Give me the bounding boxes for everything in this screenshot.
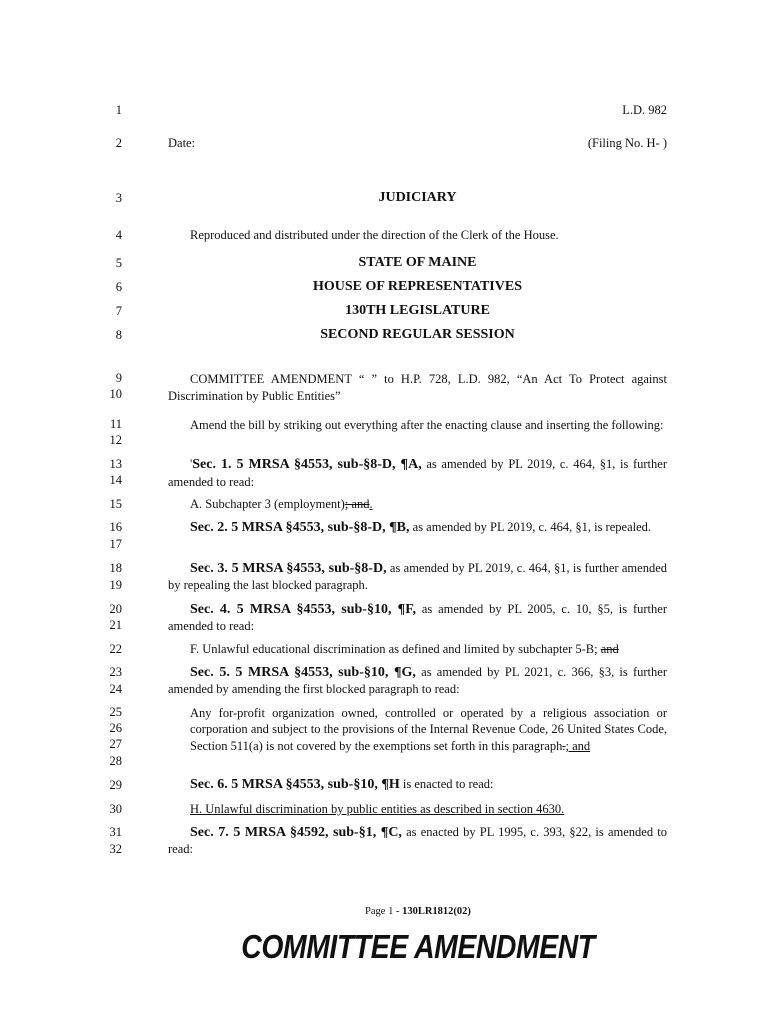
line-number: 29 — [109, 778, 122, 792]
line-number: 20 — [109, 602, 122, 616]
section-6-paragraph-h — [190, 802, 667, 817]
section-4 — [168, 601, 667, 635]
section-5-heading: Sec. 5. 5 MRSA §4553, sub-§10, ¶G, — [190, 665, 416, 680]
open-quote: ' — [190, 457, 193, 471]
line-number: 24 — [109, 682, 122, 696]
ld-number: L.D. 982 — [622, 103, 667, 117]
section-3-heading: Sec. 3. 5 MRSA §4553, sub-§8-D, — [190, 561, 387, 576]
line-number: 4 — [115, 228, 122, 242]
line-number: 23 — [109, 665, 122, 679]
reproduced-notice: Reproduced and distributed under the direction of the Clerk of the House. — [190, 228, 559, 242]
line-number: 7 — [115, 304, 122, 318]
committee-amendment-banner: COMMITTEE AMENDMENT — [241, 928, 595, 965]
line-number: 30 — [109, 802, 122, 816]
section-6 — [168, 777, 667, 793]
line-number: 5 — [115, 256, 122, 270]
line-number: 2 — [115, 136, 122, 150]
section-1-heading: Sec. 1. 5 MRSA §4553, sub-§8-D, ¶A, — [192, 457, 422, 472]
section-1 — [168, 456, 667, 490]
document-code: 130LR1812(02) — [402, 906, 471, 917]
line-number: 25 — [109, 705, 122, 719]
line-number: 17 — [109, 537, 122, 551]
line-number: 1 — [115, 103, 122, 117]
line-number: 22 — [109, 642, 122, 656]
section-7-text: as enacted by PL 1995, c. 393, §22, is amended to read: — [168, 825, 667, 856]
date-label: Date: — [168, 136, 196, 150]
filing-number: (Filing No. H- ) — [587, 136, 667, 150]
page-footer — [0, 906, 770, 917]
section-7-heading: Sec. 7. 5 MRSA §4592, sub-§1, ¶C, — [190, 825, 402, 840]
line-number: 3 — [115, 191, 122, 205]
struck-text: ; and — [344, 497, 370, 511]
line-number: 21 — [109, 618, 122, 632]
section-7 — [168, 824, 667, 858]
line-number: 6 — [115, 280, 122, 294]
line-number: 16 — [109, 520, 122, 534]
section-4-text: as amended by PL 2005, c. 10, §5, is further amended to read: — [168, 602, 667, 633]
section-2 — [168, 519, 667, 536]
inserted-text: ; and — [565, 738, 591, 753]
section-1-text: as amended by PL 2019, c. 464, §1, is further amended to read: — [168, 457, 667, 489]
line-number: 18 — [109, 561, 122, 575]
inserted-text: H. Unlawful discrimination by public entities as described in section 4630. — [190, 802, 565, 816]
committee-title: JUDICIARY — [378, 190, 457, 205]
line-number: 11 — [109, 417, 122, 431]
inserted-text: . — [369, 497, 373, 511]
section-3-text: as amended by PL 2019, c. 464, §1, is further amended by repealing the last blocked paragraph. — [168, 561, 667, 592]
struck-text: . — [562, 738, 566, 753]
section-2-heading: Sec. 2. 5 MRSA §4553, sub-§8-D, ¶B, — [190, 520, 410, 535]
amend-instruction: Amend the bill by striking out everything after the enacting clause and inserting the following: — [190, 418, 664, 432]
state-title: STATE OF MAINE — [358, 255, 477, 270]
line-number: 13 — [109, 457, 122, 471]
line-number: 27 — [109, 737, 122, 751]
line-number: 19 — [109, 578, 122, 592]
page-number: Page 1 - — [365, 906, 403, 917]
line-number: 10 — [109, 387, 122, 401]
house-title: HOUSE OF REPRESENTATIVES — [312, 279, 522, 294]
line-number: 12 — [109, 433, 122, 447]
section-4-heading: Sec. 4. 5 MRSA §4553, sub-§10, ¶F, — [190, 602, 416, 617]
section-1-paragraph-a: A. Subchapter 3 (employment); and. — [190, 497, 373, 511]
line-number: 9 — [115, 371, 122, 385]
line-number: 28 — [109, 754, 122, 768]
section-4-paragraph-f: F. Unlawful educational discrimination as defined and limited by subchapter 5-B; and — [190, 642, 619, 656]
section-5 — [168, 664, 667, 698]
section-5-blocked-paragraph: Any for-profit organization owned, controlled or operated by a religious association or corporation and subject to the provisions of the Internal Revenue Code, 26 United States Code, Section 511(a) is not covered by the exemptions set forth in this paragraph.; and — [190, 706, 667, 753]
line-number: 31 — [109, 825, 122, 839]
section-6-heading: Sec. 6. 5 MRSA §4553, sub-§10, ¶H — [190, 777, 400, 792]
session-title: SECOND REGULAR SESSION — [320, 327, 515, 342]
struck-text: and — [600, 642, 619, 656]
amendment-intro: COMMITTEE AMENDMENT “ ” to H.P. 728, L.D. 982, “An Act To Protect against Discrimination by Public Entities” — [168, 372, 667, 403]
line-number: 32 — [109, 842, 122, 856]
section-6-text: is enacted to read: — [399, 777, 494, 791]
legislature-title: 130TH LEGISLATURE — [345, 303, 490, 318]
line-number: 14 — [109, 473, 122, 487]
line-number: 26 — [109, 721, 122, 735]
section-2-text: as amended by PL 2019, c. 464, §1, is repealed. — [409, 520, 652, 534]
section-5-text: as amended by PL 2021, c. 366, §3, is further amended by amending the first blocked paragraph to read: — [168, 665, 667, 696]
section-3 — [168, 560, 667, 594]
line-number: 15 — [109, 497, 122, 511]
line-number: 8 — [115, 328, 122, 342]
